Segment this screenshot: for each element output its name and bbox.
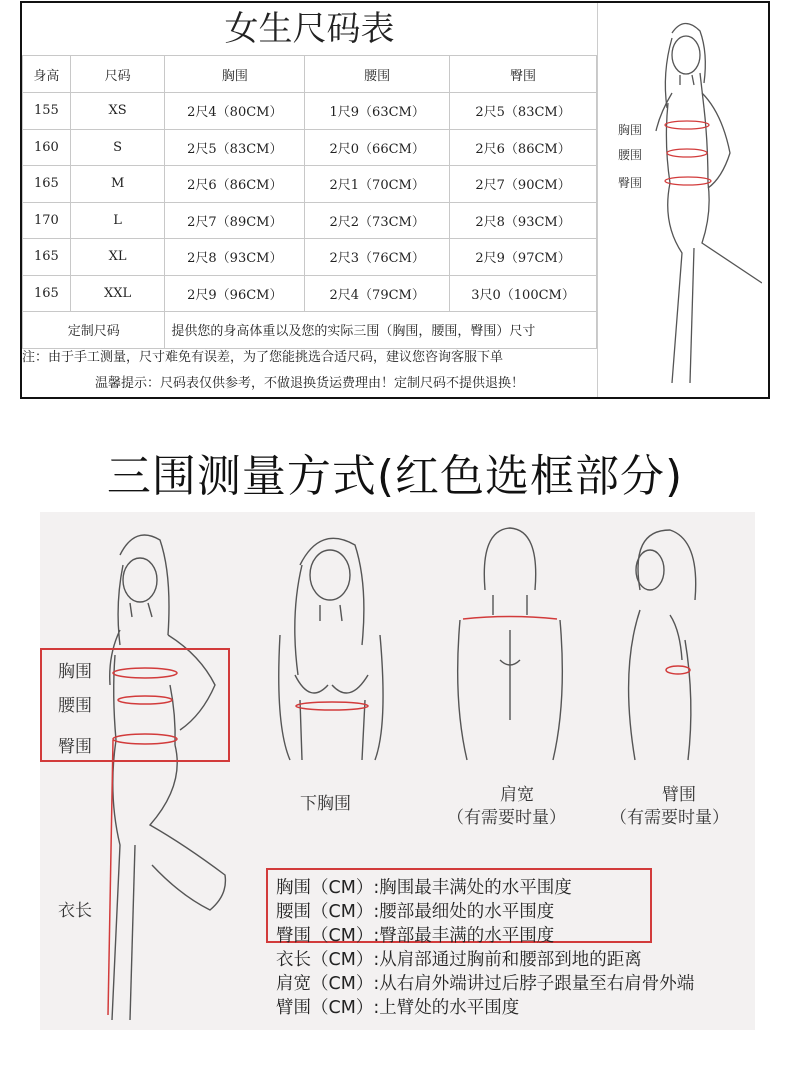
arm-label: 臂围: [662, 785, 696, 805]
main-figure-illustration: [90, 525, 250, 1030]
size-cell-bust: 2尺7（89CM）: [165, 202, 305, 239]
size-cell-waist: 1尺9（63CM）: [305, 93, 450, 130]
size-cell-height: 155: [23, 93, 71, 130]
shoulder-subtext: （有需要时量）: [447, 808, 566, 828]
main-hip-label: 臀围: [58, 737, 92, 757]
header-hip: 臀围: [450, 56, 597, 93]
size-cell-bust: 2尺4（80CM）: [165, 93, 305, 130]
size-table: [22, 55, 597, 349]
size-cell-waist: 2尺1（70CM）: [305, 166, 450, 203]
size-cell-hip: 2尺5（83CM）: [450, 93, 597, 130]
measurement-note: 注：由于手工测量，尺寸难免有误差，为了您能挑选合适尺码，建议您咨询客服下单: [22, 350, 504, 365]
description-shoulder: 肩宽（CM）:从右肩外端讲过后脖子跟量至右肩骨外端: [276, 974, 695, 994]
measurement-descriptions: [276, 876, 694, 1020]
shoulder-label: 肩宽: [500, 785, 534, 805]
size-table-header-row: [23, 56, 597, 93]
size-cell-size: XL: [70, 239, 165, 276]
panel-divider: [597, 3, 598, 397]
size-chart-title: 女生尺码表: [224, 9, 395, 49]
description-hip: 臀围（CM）:臀部最丰满的水平围度: [276, 926, 555, 946]
size-cell-height: 160: [23, 129, 71, 166]
header-height: 身高: [23, 56, 71, 93]
header-waist: 腰围: [305, 56, 450, 93]
warning-note: 温馨提示：尺码表仅供参考，不做退换货运费理由！定制尺码不提供退换！: [94, 376, 524, 391]
size-cell-height: 165: [23, 275, 71, 312]
size-cell-hip: 3尺0（100CM）: [450, 275, 597, 312]
size-table-row: [23, 93, 597, 130]
size-cell-height: 165: [23, 239, 71, 276]
under-bust-label: 下胸围: [300, 794, 351, 814]
size-cell-waist: 2尺0（66CM）: [305, 129, 450, 166]
small-figure-hip-label: 臀围: [618, 176, 643, 190]
custom-size-label: 定制尺码: [23, 312, 165, 349]
size-cell-hip: 2尺8（93CM）: [450, 202, 597, 239]
size-cell-waist: 2尺3（76CM）: [305, 239, 450, 276]
size-chart-panel: [20, 1, 770, 399]
size-cell-bust: 2尺9（96CM）: [165, 275, 305, 312]
size-cell-waist: 2尺2（73CM）: [305, 202, 450, 239]
size-notes: [22, 345, 597, 397]
small-figure-illustration: [612, 13, 762, 393]
custom-size-row: [23, 312, 597, 349]
small-figure-bust-label: 胸围: [618, 123, 643, 137]
shoulder-figure-illustration: [445, 520, 575, 765]
size-cell-height: 170: [23, 202, 71, 239]
main-waist-label: 腰围: [58, 696, 92, 716]
main-bust-label: 胸围: [58, 662, 92, 682]
size-cell-waist: 2尺4（79CM）: [305, 275, 450, 312]
size-cell-bust: 2尺6（86CM）: [165, 166, 305, 203]
size-cell-bust: 2尺8（93CM）: [165, 239, 305, 276]
header-bust: 胸围: [165, 56, 305, 93]
size-cell-size: XXL: [70, 275, 165, 312]
size-table-row: [23, 166, 597, 203]
header-size: 尺码: [70, 56, 165, 93]
custom-size-text: 提供您的身高体重以及您的实际三围（胸围，腰围，臀围）尺寸: [165, 312, 597, 349]
size-cell-size: XS: [70, 93, 165, 130]
size-cell-hip: 2尺9（97CM）: [450, 239, 597, 276]
size-cell-size: M: [70, 166, 165, 203]
size-table-row: [23, 275, 597, 312]
description-waist: 腰围（CM）:腰部最细处的水平围度: [276, 902, 555, 922]
length-label: 衣长: [58, 901, 92, 921]
size-cell-hip: 2尺6（86CM）: [450, 129, 597, 166]
size-table-row: [23, 239, 597, 276]
size-table-row: [23, 202, 597, 239]
size-cell-bust: 2尺5（83CM）: [165, 129, 305, 166]
measurement-section-title: 三围测量方式(红色选框部分): [106, 451, 684, 502]
arm-subtext: （有需要时量）: [610, 808, 729, 828]
description-bust: 胸围（CM）:胸围最丰满处的水平围度: [276, 878, 572, 898]
small-figure-waist-label: 腰围: [618, 148, 643, 162]
size-cell-size: L: [70, 202, 165, 239]
size-cell-size: S: [70, 129, 165, 166]
description-arm: 臂围（CM）:上臂处的水平围度: [276, 998, 520, 1018]
size-cell-hip: 2尺7（90CM）: [450, 166, 597, 203]
size-table-row: [23, 129, 597, 166]
under-bust-figure-illustration: [270, 525, 400, 765]
size-cell-height: 165: [23, 166, 71, 203]
description-length: 衣长（CM）:从肩部通过胸前和腰部到地的距离: [276, 950, 642, 970]
arm-figure-illustration: [610, 520, 740, 765]
